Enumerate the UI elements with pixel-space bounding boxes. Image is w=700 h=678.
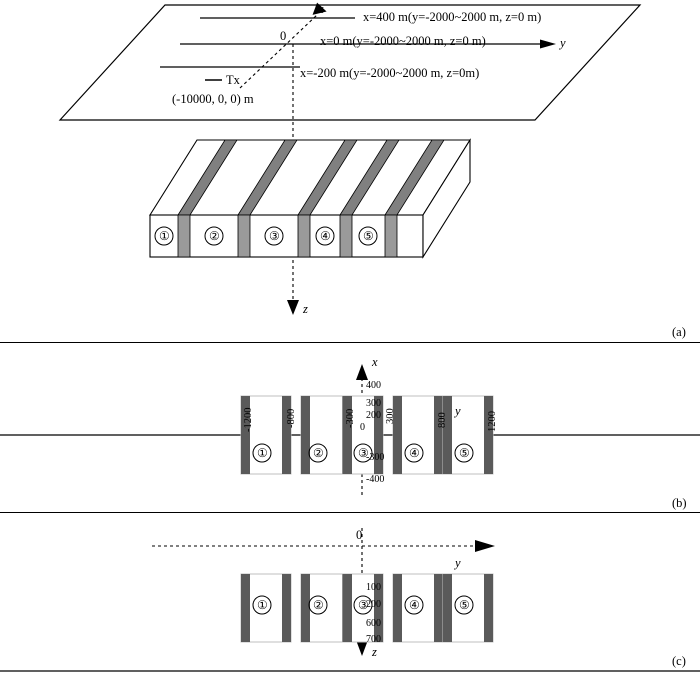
panel-b-x-tick-200: 200 <box>366 410 381 421</box>
panel-a-separator <box>0 342 700 343</box>
panel-b-origin-label: 0 <box>360 422 365 433</box>
panel-b-graphics <box>0 350 700 520</box>
panel-c-y-axis-label: y <box>455 556 461 570</box>
panel-b-block-4: ④ <box>409 446 420 460</box>
panel-b-x-tick-400: 400 <box>366 380 381 391</box>
panel-a-x-axis-label: x <box>318 2 324 16</box>
survey-line-2-label: x=0 m(y=-2000~2000 m, z=0 m) <box>320 34 486 48</box>
panel-b-x-tick-neg300: -300 <box>366 452 385 463</box>
panel-b-x-axis-label: x <box>372 355 378 369</box>
panel-b-block-1: ① <box>257 446 268 460</box>
survey-line-3-label: x=-200 m(y=-2000~2000 m, z=0m) <box>300 66 480 80</box>
panel-a-label: (a) <box>672 325 686 339</box>
panel-c-block-3: ③ <box>358 598 369 612</box>
panel-c-block-5: ⑤ <box>459 598 470 612</box>
tx-label: Tx <box>226 73 240 87</box>
panel-b-block-5: ⑤ <box>459 446 470 460</box>
panel-c-z-tick-600: 600 <box>366 618 381 629</box>
panel-b-y-tick-neg300: -300 <box>345 408 356 428</box>
panel-b-y-tick-300: 300 <box>385 408 396 424</box>
panel-b-block-2: ② <box>313 446 324 460</box>
panel-b-y-axis-label: y <box>455 404 461 418</box>
tx-coordinates-label: (-10000, 0, 0) m <box>172 92 254 106</box>
panel-a-block-5: ⑤ <box>363 229 374 243</box>
panel-c-origin-label: 0 <box>356 528 363 542</box>
panel-a-block-3: ③ <box>269 229 280 243</box>
panel-b-y-tick-neg1200: -1200 <box>243 407 254 432</box>
panel-c-label: (c) <box>672 654 686 668</box>
panel-b-x-tick-neg400: -400 <box>366 474 385 485</box>
panel-a-z-axis-label: z <box>303 302 308 316</box>
panel-c-z-axis-label: z <box>372 645 377 659</box>
panel-c-z-tick-200: 200 <box>366 599 381 610</box>
panel-a-block-1: ① <box>159 229 170 243</box>
panel-b-y-tick-neg800: -800 <box>286 408 297 428</box>
panel-a-y-axis-label: y <box>560 36 566 50</box>
panel-b-label: (b) <box>672 496 687 510</box>
panel-c-block-1: ① <box>257 598 268 612</box>
panel-a-block-2: ② <box>209 229 220 243</box>
panel-b-x-tick-300: 300 <box>366 398 381 409</box>
panel-a-origin-label: 0 <box>280 29 287 43</box>
panel-c-z-tick-100: 100 <box>366 582 381 593</box>
survey-line-1-label: x=400 m(y=-2000~2000 m, z=0 m) <box>363 10 542 24</box>
panel-c-z-tick-700: 700 <box>366 634 381 645</box>
panel-c-block-4: ④ <box>409 598 420 612</box>
panel-b-y-tick-1200: 1200 <box>487 411 498 432</box>
panel-a-block-4: ④ <box>320 229 331 243</box>
panel-b-y-tick-800: 800 <box>437 412 448 428</box>
panel-c-block-2: ② <box>313 598 324 612</box>
panel-c-graphics <box>0 518 700 678</box>
panel-b-separator <box>0 512 700 513</box>
panel-b-block-3: ③ <box>358 446 369 460</box>
